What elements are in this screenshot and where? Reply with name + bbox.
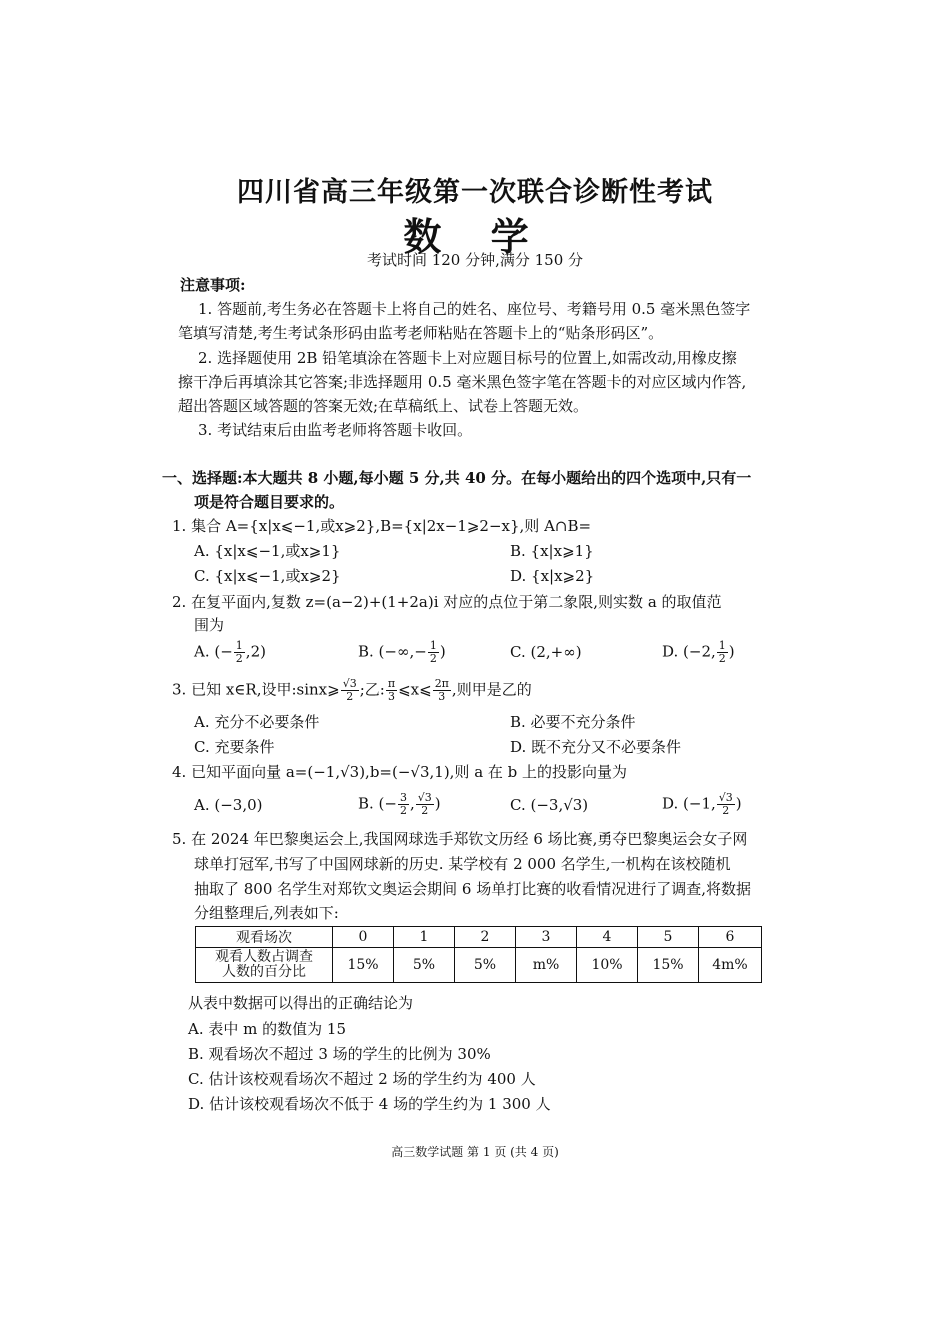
viewing-table: [195, 926, 762, 983]
page-footer: 高三数学试题 第 1 页 (共 4 页): [391, 1145, 559, 1159]
fraction: $\frac{√3}{2}$: [417, 791, 432, 817]
q4-option-b: B. (− $\frac{3}{2}$ , $\frac{√3}{2}$ ): [358, 791, 441, 817]
q4-option-d: D. (−1, $\frac{√3}{2}$ ): [662, 791, 742, 817]
table-cell: 5%: [455, 948, 516, 983]
notice-item-2-line-1: 2. 选择题使用 2B 铅笔填涂在答题卡上对应题目标号的位置上,如需改动,用橡皮擦: [198, 349, 737, 367]
fraction: $\frac{√3}{2}$: [718, 791, 733, 817]
q4-option-a: A. (−3,0): [194, 796, 263, 814]
fraction: $\frac{2\pi}{3}$: [434, 677, 449, 703]
notice-heading: 注意事项:: [180, 276, 246, 294]
q4-option-c: C. (−3,√3): [510, 796, 589, 814]
q5-stem-line-3: 抽取了 800 名学生对郑钦文奥运会期间 6 场单打比赛的收看情况进行了调查,将数据: [194, 880, 752, 898]
table-row: [196, 927, 762, 948]
exam-title: 四川省高三年级第一次联合诊断性考试: [237, 177, 713, 208]
table-cell: m%: [516, 948, 577, 983]
table-cell: 1: [394, 927, 455, 948]
table-header-cell: 观看场次: [196, 927, 333, 948]
table-cell: 5: [638, 927, 699, 948]
q2-option-b: B. (−∞,− $\frac{1}{2}$ ): [358, 639, 446, 665]
table-cell: 0: [333, 927, 394, 948]
exam-info: 考试时间 120 分钟,满分 150 分: [366, 251, 584, 269]
fraction: $\frac{1}{2}$: [718, 639, 726, 665]
q3-option-d: D. 既不充分又不必要条件: [510, 738, 682, 756]
notice-item-1-line-1: 1. 答题前,考生务必在答题卡上将自己的姓名、座位号、考籍号用 0.5 毫米黑色签字: [198, 300, 751, 318]
q5-stem-line-4: 分组整理后,列表如下:: [194, 904, 339, 922]
q1-option-d: D. {x|x⩾2}: [510, 567, 595, 585]
table-cell: 15%: [333, 948, 394, 983]
notice-item-1-line-2: 笔填写清楚,考生考试条形码由监考老师粘贴在答题卡上的“贴条形码区”。: [178, 324, 664, 342]
q2-option-c: C. (2,+∞): [510, 643, 582, 661]
q3-option-b: B. 必要不充分条件: [510, 713, 636, 731]
notice-item-2-line-3: 超出答题区域答题的答案无效;在草稿纸上、试卷上答题无效。: [178, 397, 589, 415]
q5-option-a: A. 表中 m 的数值为 15: [188, 1020, 346, 1038]
q5-option-b: B. 观看场次不超过 3 场的学生的比例为 30%: [188, 1045, 491, 1063]
table-cell: 4: [577, 927, 638, 948]
notice-item-3: 3. 考试结束后由监考老师将答题卡收回。: [198, 421, 473, 439]
table-cell: 10%: [577, 948, 638, 983]
fraction: $\frac{1}{2}$: [429, 639, 437, 665]
q1-option-c: C. {x|x⩽−1,或x⩾2}: [194, 567, 341, 585]
q1-option-b: B. {x|x⩾1}: [510, 542, 594, 560]
q5-option-d: D. 估计该校观看场次不低于 4 场的学生约为 1 300 人: [188, 1095, 551, 1113]
fraction: $\frac{√3}{2}$: [342, 677, 357, 703]
q5-option-c: C. 估计该校观看场次不超过 2 场的学生约为 400 人: [188, 1070, 536, 1088]
q2-stem-line-2: 围为: [194, 616, 225, 634]
table-header-cell: 观看人数占调查 人数的百分比: [196, 948, 333, 983]
q4-stem: 4. 已知平面向量 a=(−1,√3),b=(−√3,1),则 a 在 b 上的投影向量为: [172, 763, 628, 781]
q3-option-c: C. 充要条件: [194, 738, 275, 756]
table-cell: 2: [455, 927, 516, 948]
q2-option-d: D. (−2, $\frac{1}{2}$ ): [662, 639, 735, 665]
table-row: [196, 948, 762, 983]
notice-item-2-line-2: 擦干净后再填涂其它答案;非选择题用 0.5 毫米黑色签字笔在答题卡的对应区域内作答,: [178, 373, 747, 391]
q2-option-a: A. (− $\frac{1}{2}$ ,2): [194, 639, 266, 665]
q5-conclusion-prompt: 从表中数据可以得出的正确结论为: [188, 994, 414, 1012]
table-cell: 15%: [638, 948, 699, 983]
table-cell: 6: [699, 927, 762, 948]
section-1-heading-line-1: 一、选择题:本大题共 8 小题,每小题 5 分,共 40 分。在每小题给出的四个选项中,只有一: [162, 469, 752, 487]
q1-option-a: A. {x|x⩽−1,或x⩾1}: [194, 542, 341, 560]
table-cell: 4m%: [699, 948, 762, 983]
subject-title: 数 学: [403, 214, 547, 259]
fraction: $\frac{\pi}{3}$: [387, 677, 396, 703]
q1-stem: 1. 集合 A={x|x⩽−1,或x⩾2},B={x|2x−1⩾2−x},则 A∩B=: [172, 517, 592, 535]
q3-option-a: A. 充分不必要条件: [194, 713, 320, 731]
section-1-heading-line-2: 项是符合题目要求的。: [194, 493, 345, 511]
table-cell: 3: [516, 927, 577, 948]
q5-stem-line-2: 球单打冠军,书写了中国网球新的历史. 某学校有 2 000 名学生,一机构在该校随机: [194, 855, 731, 873]
fraction: $\frac{1}{2}$: [235, 639, 243, 665]
q5-stem-line-1: 5. 在 2024 年巴黎奥运会上,我国网球选手郑钦文历经 6 场比赛,勇夺巴黎奥运会女子网: [172, 830, 748, 848]
q2-stem-line-1: 2. 在复平面内,复数 z=(a−2)+(1+2a)i 对应的点位于第二象限,则实数 a 的取值范: [172, 593, 722, 611]
q3-stem: 3. 已知 x∈R,设甲:sinx⩾ $\frac{√3}{2}$ ;乙: $\frac{\pi}{3}$ ⩽x⩽ $\frac{2\pi}{3}$ ,则甲是乙的: [172, 677, 532, 703]
table-cell: 5%: [394, 948, 455, 983]
fraction: $\frac{3}{2}$: [399, 791, 407, 817]
